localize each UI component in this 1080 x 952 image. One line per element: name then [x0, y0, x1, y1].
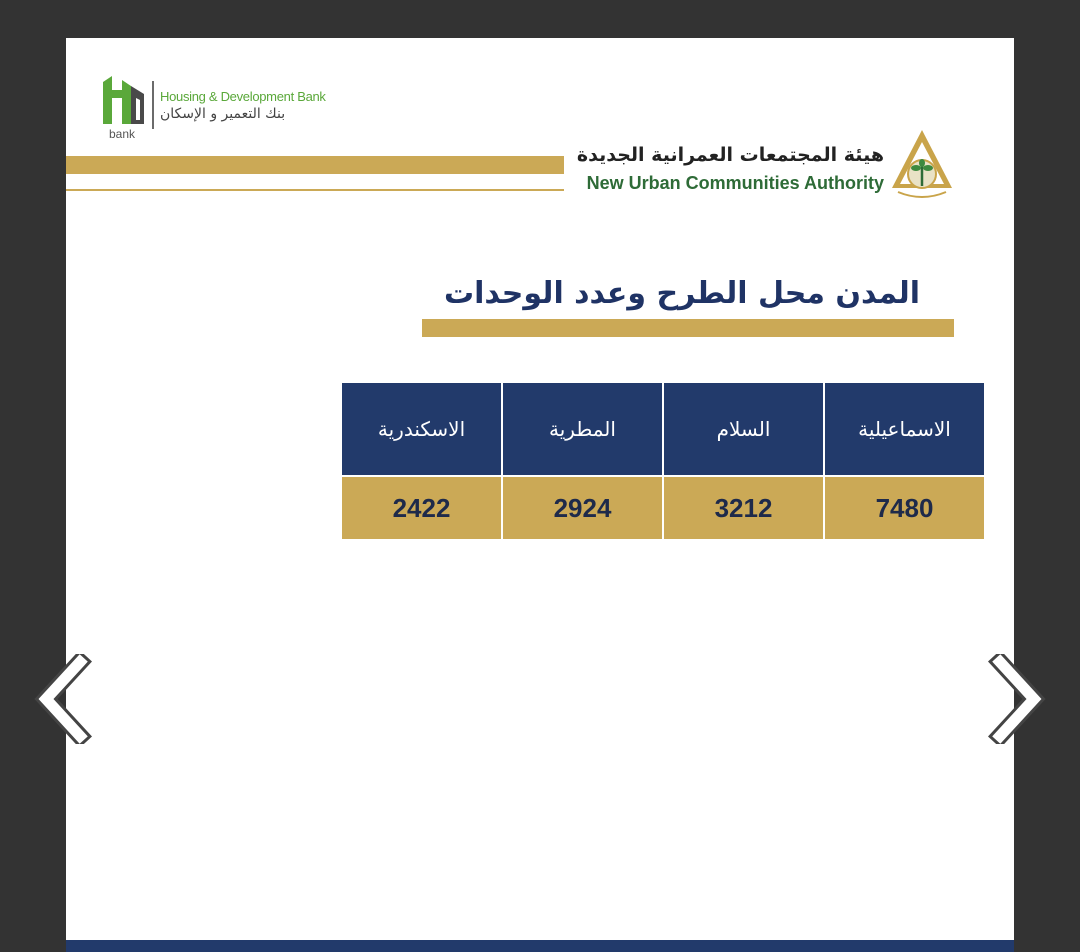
hdb-logo-mark-icon — [100, 76, 150, 142]
city-cell: الاسماعيلية — [824, 383, 985, 476]
hdb-logo-mark-text: bank — [109, 127, 136, 141]
city-cell: السلام — [663, 383, 824, 476]
units-cell: 2422 — [341, 476, 502, 539]
chevron-left-icon[interactable] — [32, 654, 92, 744]
nuca-emblem-icon — [888, 128, 956, 200]
units-cell: 2924 — [502, 476, 663, 539]
header-gold-band — [66, 156, 564, 174]
city-cell: الاسكندرية — [341, 383, 502, 476]
units-cell: 3212 — [663, 476, 824, 539]
table-row — [341, 476, 985, 539]
header-gold-rule — [66, 189, 564, 191]
units-cell: 7480 — [824, 476, 985, 539]
city-cell: المطرية — [502, 383, 663, 476]
hdb-logo — [100, 76, 380, 142]
hdb-logo-divider — [152, 81, 154, 129]
cities-units-table — [340, 383, 986, 539]
chevron-right-icon[interactable] — [988, 654, 1048, 744]
nuca-name-ar: هيئة المجتمعات العمرانية الجديدة — [576, 144, 884, 166]
nuca-name-en: New Urban Communities Authority — [586, 173, 884, 193]
presentation-slide — [66, 38, 1014, 952]
title-underline — [422, 319, 954, 337]
hdb-name-en: Housing & Development Bank — [160, 89, 326, 104]
slide-title: المدن محل الطرح وعدد الوحدات — [443, 276, 920, 311]
table-header-row — [341, 383, 985, 476]
hdb-name-ar: بنك التعمير و الإسكان — [160, 106, 286, 122]
slide-footer-bar — [66, 940, 1014, 952]
